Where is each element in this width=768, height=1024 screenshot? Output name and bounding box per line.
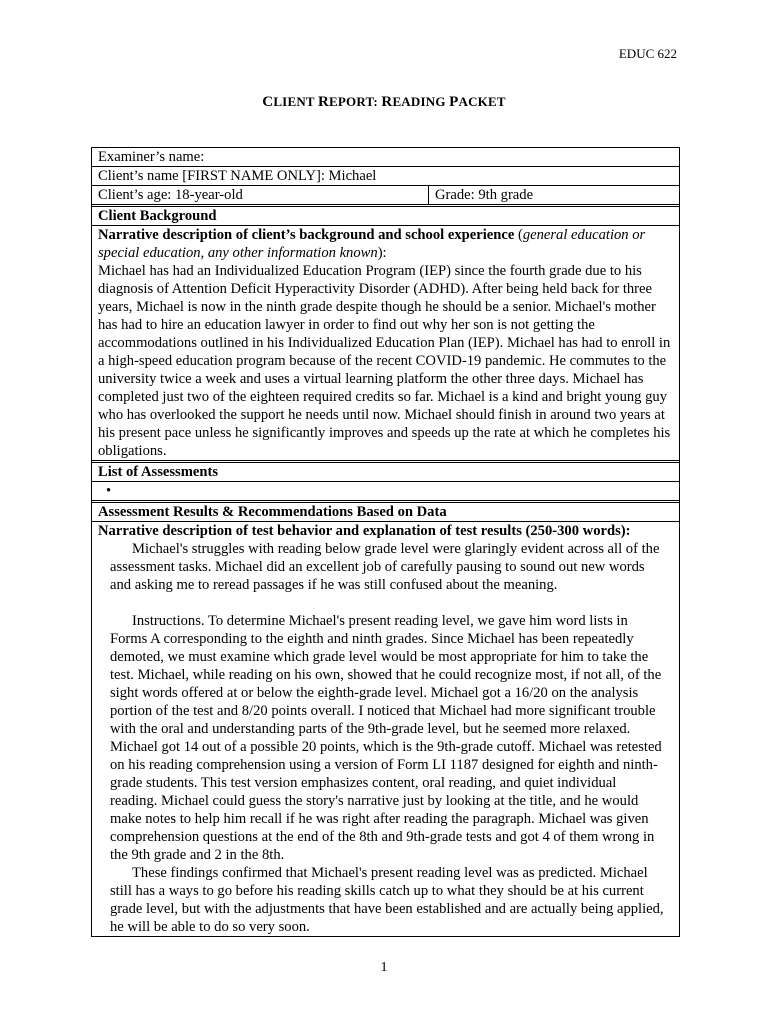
results-section — [92, 522, 679, 936]
course-code: EDUC 622 — [618, 46, 677, 61]
age-grade-row — [92, 186, 679, 207]
page-number: 1 — [380, 960, 388, 975]
results-paragraph: These findings confirmed that Michael's present reading level was as predicted. Michael still has a ways to go before his reading skills catch up to what they should be at his current grade level, but with the adjustments that have been established and are actually being applied, he will be able to do so very soon. — [110, 865, 664, 935]
results-prompt: Narrative description of test behavior and explanation of test results (250-300 words): — [98, 523, 631, 539]
page-title: CLIENT REPORT: READING PACKET — [262, 94, 506, 110]
background-prompt: Narrative description of client’s background and school experience (general education or special education, any other information known): — [98, 227, 646, 261]
assessments-list-item: • — [92, 482, 679, 503]
background-text: Michael has had an Individualized Education Program (IEP) since the fourth grade due to his diagnosis of Attention Deficit Hyperactivity Disorder (ADHD). After being held back for three years, Michael is now in the ninth grade despite though he should be a senior. Michael's mother has had to hire an education lawyer in order to find out why her son is not getting the accommodations outlined in his Individualized Education Plan (IEP). Michael has had to enroll in a high-speed education program because of the recent COVID-19 pandemic. He commutes to the university twice a week and uses a virtual learning platform the other three days. Michael has completed just two of the eighteen required credits so far. Michael is a kind and bright young guy who has overlooked the support he needs until now. Michael should finish in around two years at his present pace unless he significantly improves and speeds up the rate at which he completes his obligations. — [98, 263, 671, 459]
assessments-heading: List of Assessments — [92, 463, 679, 482]
results-body — [98, 540, 673, 936]
results-paragraph: Michael's struggles with reading below grade level were glaringly evident across all of the assessment tasks. Michael did an excellent job of carefully pausing to sound out new words and asking me to reread passages if he was still confused about the meaning. — [110, 541, 660, 593]
report-table — [91, 147, 680, 937]
grade-cell: Grade: 9th grade — [435, 187, 534, 203]
background-heading: Client Background — [92, 207, 679, 226]
background-section — [92, 226, 679, 463]
client-name-row: Client’s name [FIRST NAME ONLY]: Michael — [92, 167, 679, 186]
results-heading: Assessment Results & Recommendations Based on Data — [92, 503, 679, 522]
examiner-name-row: Examiner’s name: — [92, 148, 679, 167]
results-paragraph: Instructions. To determine Michael's present reading level, we gave him word lists in Forms A corresponding to the eighth and ninth grades. Since Michael has been repeatedly demoted, we must examine which grade level would be most appropriate for him to take the test. Michael, while reading on his own, showed that he could recognize most, if not all, of the sight words offered at or below the eighth-grade level. Michael got a 16/20 on the analysis portion of the test and 8/20 points overall. I noticed that Michael had more significant trouble with the oral and understanding parts of the 9th-grade level, but he seemed more relaxed. Michael got 14 out of a possible 20 points, which is the 9th-grade cutoff. Michael was retested on his reading comprehension using a version of Form LI 1187 designed for eighth and ninth-grade students. This test version emphasizes content, oral reading, and quiet individual reading. Michael could guess the story's narrative just by looking at the title, and he would make notes to help him recall if he was right after reading the paragraph. Michael was given comprehension questions at the end of the 8th and 9th-grade tests and got 4 of them wrong in the 9th grade and 2 in the 8th. — [110, 613, 662, 863]
client-age-cell: Client’s age: 18-year-old — [92, 186, 429, 204]
